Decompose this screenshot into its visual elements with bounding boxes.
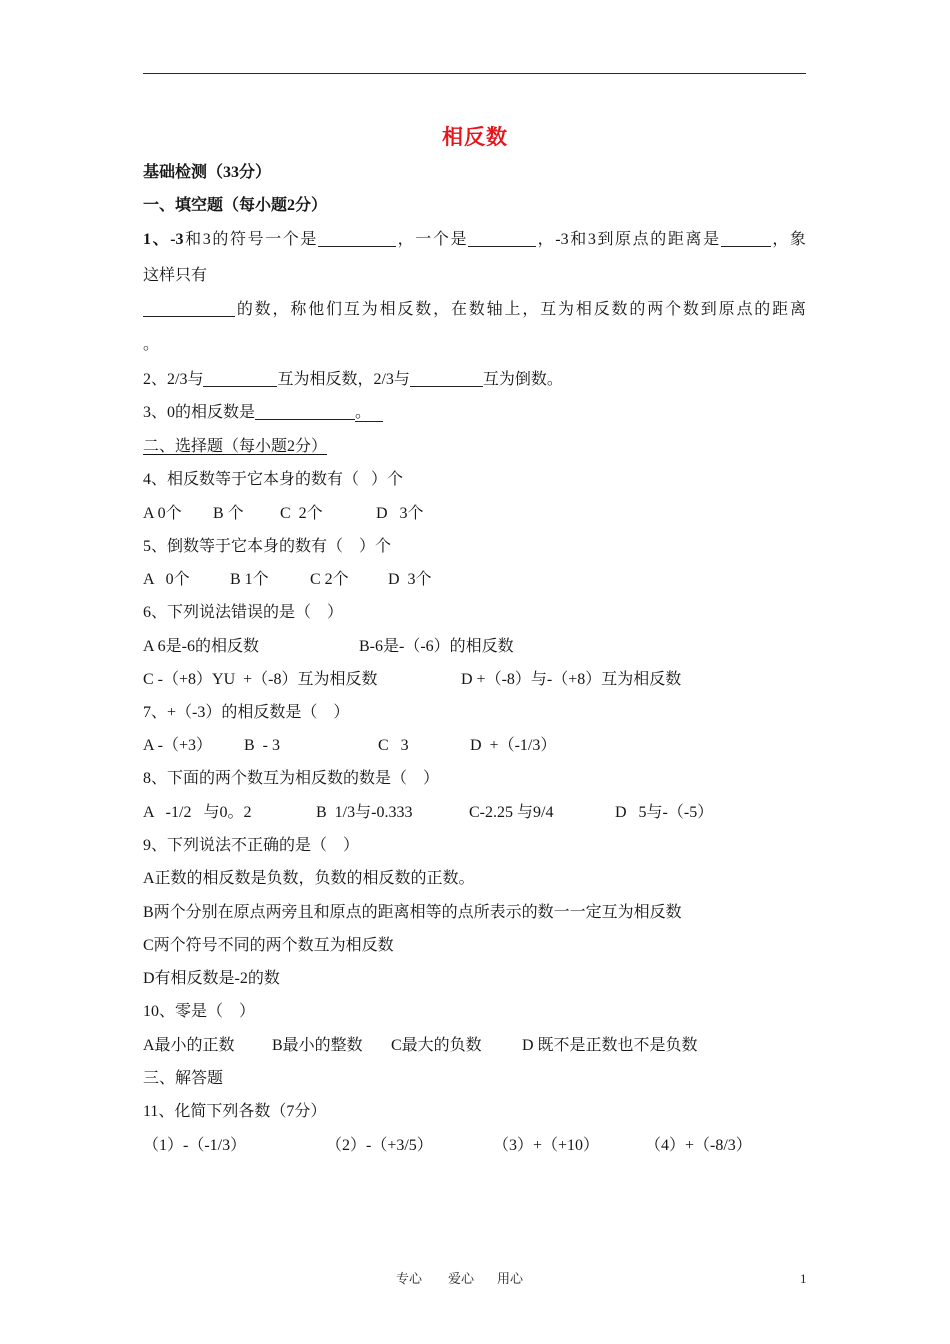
question-3-text-b: 。: [355, 404, 383, 422]
question-5-option-c: C 2个: [310, 571, 349, 588]
question-9-option-a: A正数的相反数是负数，负数的相反数的正数。: [143, 870, 475, 887]
answer-section-heading: 三、解答题: [143, 1070, 224, 1087]
header-rule: [143, 73, 806, 74]
question-1-text-a: 和3的符号一个是: [183, 231, 319, 248]
question-8-option-c: C-2.25 与9/4: [469, 804, 554, 821]
question-8-option-b: B 1/3与-0.333: [316, 804, 413, 821]
question-11-item-1: （1）-（-1/3）: [143, 1137, 247, 1154]
question-2: [143, 370, 563, 390]
footer-motto-2: 爱心: [448, 1271, 475, 1286]
question-7-stem: 7、+（-3）的相反数是（ ）: [143, 704, 350, 721]
question-8-option-d: D 5与-（-5）: [615, 804, 714, 821]
question-1-prefix: 1、-3: [143, 231, 184, 248]
question-4-option-c: C 2个: [280, 505, 323, 522]
question-11-item-3: （3）+（+10）: [493, 1137, 600, 1154]
question-11-item-4: （4）+（-8/3）: [645, 1137, 752, 1154]
question-1-text-e: 的数，称他们互为相反数，在数轴上，互为相反数的两个数到原点的距离: [235, 301, 806, 318]
question-6-option-a: A 6是-6的相反数: [143, 638, 260, 655]
question-3-text-a: 3、0的相反数是: [143, 404, 256, 421]
question-1-line-1: [143, 230, 806, 250]
question-5-option-a: A 0个: [143, 571, 190, 588]
answer-blank: [203, 371, 277, 387]
answer-blank: [318, 231, 396, 247]
question-9-option-b: B两个分别在原点两旁且和原点的距离相等的点所表示的数一一定互为相反数: [143, 904, 682, 921]
question-8-option-a: A -1/2 与0。2: [143, 804, 252, 821]
question-7-option-c: C 3: [378, 737, 409, 754]
question-3: [143, 403, 383, 423]
footer-motto-3: 用心: [497, 1271, 524, 1286]
multiple-choice-heading: 二、选择题（每小题2分）: [143, 438, 328, 455]
footer-motto-1: 专心: [396, 1271, 423, 1286]
fill-in-heading: 一、填空题（每小题2分）: [143, 197, 328, 214]
question-9-option-c: C两个符号不同的两个数互为相反数: [143, 937, 394, 954]
question-7-option-a: A -（+3）: [143, 737, 213, 754]
question-4-stem: 4、相反数等于它本身的数有（ ）个: [143, 471, 404, 488]
question-2-text-c: 互为倒数。: [482, 371, 563, 388]
question-1-text-b: ，一个是: [396, 231, 469, 248]
question-10-option-b: B最小的整数: [272, 1037, 363, 1054]
question-6-stem: 6、下列说法错误的是（ ）: [143, 604, 344, 621]
question-8-stem: 8、下面的两个数互为相反数的数是（ ）: [143, 770, 440, 787]
question-1-text-d: ，象: [770, 231, 806, 248]
question-5-option-d: D 3个: [388, 571, 432, 588]
question-10-option-d: D 既不是正数也不是负数: [522, 1037, 698, 1054]
question-2-text-a: 2、2/3与: [143, 371, 204, 388]
question-1-line-3: [143, 300, 806, 320]
answer-blank: [468, 231, 536, 247]
question-6-option-c: C -（+8）YU +（-8）互为相反数: [143, 671, 378, 688]
question-5-option-b: B 1个: [230, 571, 269, 588]
question-1-text-c: ，-3和3到原点的距离是: [536, 231, 721, 248]
question-9-option-d: D有相反数是-2的数: [143, 970, 280, 987]
question-4-option-d: D 3个: [376, 505, 424, 522]
question-4-option-a: A 0个: [143, 505, 182, 522]
question-11-stem: 11、化简下列各数（7分）: [143, 1103, 327, 1120]
question-9-stem: 9、下列说法不正确的是（ ）: [143, 837, 360, 854]
question-2-text-b: 互为相反数，2/3与: [277, 371, 410, 388]
question-10-stem: 10、零是（ ）: [143, 1003, 256, 1020]
page-number: 1: [800, 1271, 807, 1286]
question-5-stem: 5、倒数等于它本身的数有（ ）个: [143, 538, 392, 555]
question-1-line-4: 。: [143, 336, 160, 353]
page-title: 相反数: [442, 125, 508, 149]
question-4-option-b: B 个: [213, 505, 244, 522]
section-basic-test: 基础检测（33分）: [143, 164, 272, 181]
answer-blank: [721, 231, 771, 247]
question-7-option-d: D +（-1/3）: [470, 737, 557, 754]
question-10-option-c: C最大的负数: [391, 1037, 482, 1054]
answer-blank: [410, 371, 483, 387]
answer-blank: [255, 404, 355, 420]
answer-blank: [143, 301, 235, 317]
question-6-option-d: D +（-8）与-（+8）互为相反数: [461, 671, 682, 688]
question-10-option-a: A最小的正数: [143, 1037, 235, 1054]
question-6-option-b: B-6是-（-6）的相反数: [359, 638, 514, 655]
question-7-option-b: B - 3: [244, 737, 280, 754]
question-1-line-2: 这样只有: [143, 267, 208, 284]
question-11-item-2: （2）-（+3/5）: [326, 1137, 433, 1154]
